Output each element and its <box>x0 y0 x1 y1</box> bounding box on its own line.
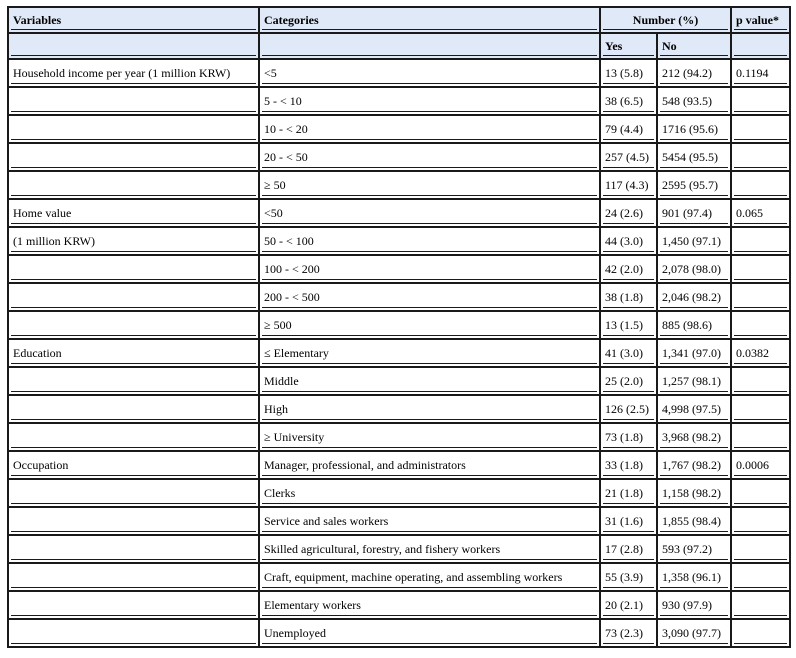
table-row <box>8 339 790 367</box>
data-table-container <box>7 6 789 648</box>
cell-no: 1,450 (97.1) <box>657 227 731 255</box>
cell-variable <box>8 479 259 507</box>
cell-no: 1,358 (96.1) <box>657 563 731 591</box>
cell-no: 2595 (95.7) <box>657 171 731 199</box>
table-row <box>8 563 790 591</box>
cell-pvalue <box>731 171 790 199</box>
cell-variable <box>8 535 259 563</box>
cell-pvalue <box>731 591 790 619</box>
cell-pvalue <box>731 423 790 451</box>
cell-no: 212 (94.2) <box>657 59 731 87</box>
cell-variable <box>8 255 259 283</box>
cell-yes: 33 (1.8) <box>600 451 657 479</box>
cell-yes: 24 (2.6) <box>600 199 657 227</box>
cell-no: 901 (97.4) <box>657 199 731 227</box>
cell-variable <box>8 87 259 115</box>
cell-variable: Education <box>8 339 259 367</box>
cell-category: Manager, professional, and administrators <box>259 451 600 479</box>
cell-pvalue <box>731 283 790 311</box>
cell-category: Middle <box>259 367 600 395</box>
cell-no: 930 (97.9) <box>657 591 731 619</box>
table-row <box>8 423 790 451</box>
cell-variable <box>8 591 259 619</box>
cell-category: ≥ University <box>259 423 600 451</box>
cell-yes: 42 (2.0) <box>600 255 657 283</box>
header-row <box>8 7 790 33</box>
table-row <box>8 451 790 479</box>
cell-yes: 38 (6.5) <box>600 87 657 115</box>
subheader-row <box>8 33 790 59</box>
table-row <box>8 199 790 227</box>
header-categories: Categories <box>259 7 600 33</box>
cell-category: ≤ Elementary <box>259 339 600 367</box>
table-row <box>8 171 790 199</box>
cell-yes: 73 (1.8) <box>600 423 657 451</box>
cell-no: 1,341 (97.0) <box>657 339 731 367</box>
table-row <box>8 115 790 143</box>
table-body <box>8 59 790 647</box>
table-row <box>8 367 790 395</box>
cell-category: Craft, equipment, machine operating, and assembling workers <box>259 563 600 591</box>
cell-category: 10 - < 20 <box>259 115 600 143</box>
cell-variable <box>8 171 259 199</box>
table-row <box>8 143 790 171</box>
table-row <box>8 507 790 535</box>
cell-pvalue <box>731 311 790 339</box>
table-row <box>8 591 790 619</box>
cell-no: 885 (98.6) <box>657 311 731 339</box>
cell-no: 2,078 (98.0) <box>657 255 731 283</box>
cell-yes: 73 (2.3) <box>600 619 657 647</box>
cell-pvalue <box>731 619 790 647</box>
cell-no: 548 (93.5) <box>657 87 731 115</box>
cell-no: 1,767 (98.2) <box>657 451 731 479</box>
subheader-empty-variables <box>8 33 259 59</box>
cell-pvalue <box>731 535 790 563</box>
header-yes: Yes <box>600 33 657 59</box>
cell-no: 1,855 (98.4) <box>657 507 731 535</box>
cell-variable <box>8 143 259 171</box>
subheader-empty-categories <box>259 33 600 59</box>
cell-pvalue <box>731 479 790 507</box>
cell-category: 50 - < 100 <box>259 227 600 255</box>
header-variables: Variables <box>8 7 259 33</box>
cell-pvalue <box>731 367 790 395</box>
cell-pvalue <box>731 507 790 535</box>
cell-category: 200 - < 500 <box>259 283 600 311</box>
cell-yes: 13 (1.5) <box>600 311 657 339</box>
cell-no: 2,046 (98.2) <box>657 283 731 311</box>
table-row <box>8 255 790 283</box>
cell-category: <5 <box>259 59 600 87</box>
cell-variable <box>8 367 259 395</box>
cell-pvalue <box>731 255 790 283</box>
cell-no: 5454 (95.5) <box>657 143 731 171</box>
cell-category: <50 <box>259 199 600 227</box>
cell-pvalue <box>731 395 790 423</box>
subheader-empty-pvalue <box>731 33 790 59</box>
cell-pvalue <box>731 143 790 171</box>
table-row <box>8 395 790 423</box>
cell-yes: 117 (4.3) <box>600 171 657 199</box>
cell-no: 3,090 (97.7) <box>657 619 731 647</box>
cell-yes: 38 (1.8) <box>600 283 657 311</box>
cell-variable <box>8 395 259 423</box>
cell-variable <box>8 563 259 591</box>
data-table <box>7 6 791 648</box>
cell-yes: 25 (2.0) <box>600 367 657 395</box>
cell-category: Clerks <box>259 479 600 507</box>
cell-category: ≥ 50 <box>259 171 600 199</box>
table-row <box>8 479 790 507</box>
cell-yes: 79 (4.4) <box>600 115 657 143</box>
cell-variable: Occupation <box>8 451 259 479</box>
cell-category: 20 - < 50 <box>259 143 600 171</box>
table-row <box>8 59 790 87</box>
header-number: Number (%) <box>600 7 731 33</box>
cell-category: 100 - < 200 <box>259 255 600 283</box>
cell-variable <box>8 423 259 451</box>
cell-variable <box>8 619 259 647</box>
cell-variable: Household income per year (1 million KRW) <box>8 59 259 87</box>
table-row <box>8 227 790 255</box>
cell-category: Service and sales workers <box>259 507 600 535</box>
table-row <box>8 535 790 563</box>
cell-variable <box>8 311 259 339</box>
header-pvalue: p value* <box>731 7 790 33</box>
cell-no: 1,158 (98.2) <box>657 479 731 507</box>
cell-category: High <box>259 395 600 423</box>
cell-pvalue <box>731 115 790 143</box>
cell-pvalue: 0.065 <box>731 199 790 227</box>
cell-pvalue: 0.0006 <box>731 451 790 479</box>
cell-category: Elementary workers <box>259 591 600 619</box>
cell-yes: 17 (2.8) <box>600 535 657 563</box>
cell-pvalue: 0.1194 <box>731 59 790 87</box>
cell-yes: 31 (1.6) <box>600 507 657 535</box>
cell-variable: (1 million KRW) <box>8 227 259 255</box>
cell-pvalue <box>731 563 790 591</box>
cell-yes: 41 (3.0) <box>600 339 657 367</box>
cell-no: 1,257 (98.1) <box>657 367 731 395</box>
cell-yes: 20 (2.1) <box>600 591 657 619</box>
cell-no: 593 (97.2) <box>657 535 731 563</box>
table-row <box>8 619 790 647</box>
cell-pvalue: 0.0382 <box>731 339 790 367</box>
cell-variable <box>8 507 259 535</box>
cell-variable <box>8 283 259 311</box>
cell-pvalue <box>731 227 790 255</box>
cell-category: Skilled agricultural, forestry, and fishery workers <box>259 535 600 563</box>
cell-category: ≥ 500 <box>259 311 600 339</box>
table-row <box>8 283 790 311</box>
cell-yes: 55 (3.9) <box>600 563 657 591</box>
cell-yes: 21 (1.8) <box>600 479 657 507</box>
cell-pvalue <box>731 87 790 115</box>
cell-category: Unemployed <box>259 619 600 647</box>
table-row <box>8 311 790 339</box>
table-row <box>8 87 790 115</box>
cell-variable <box>8 115 259 143</box>
cell-no: 3,968 (98.2) <box>657 423 731 451</box>
cell-variable: Home value <box>8 199 259 227</box>
cell-no: 4,998 (97.5) <box>657 395 731 423</box>
cell-yes: 257 (4.5) <box>600 143 657 171</box>
cell-yes: 13 (5.8) <box>600 59 657 87</box>
cell-yes: 126 (2.5) <box>600 395 657 423</box>
cell-category: 5 - < 10 <box>259 87 600 115</box>
cell-no: 1716 (95.6) <box>657 115 731 143</box>
cell-yes: 44 (3.0) <box>600 227 657 255</box>
header-no: No <box>657 33 731 59</box>
